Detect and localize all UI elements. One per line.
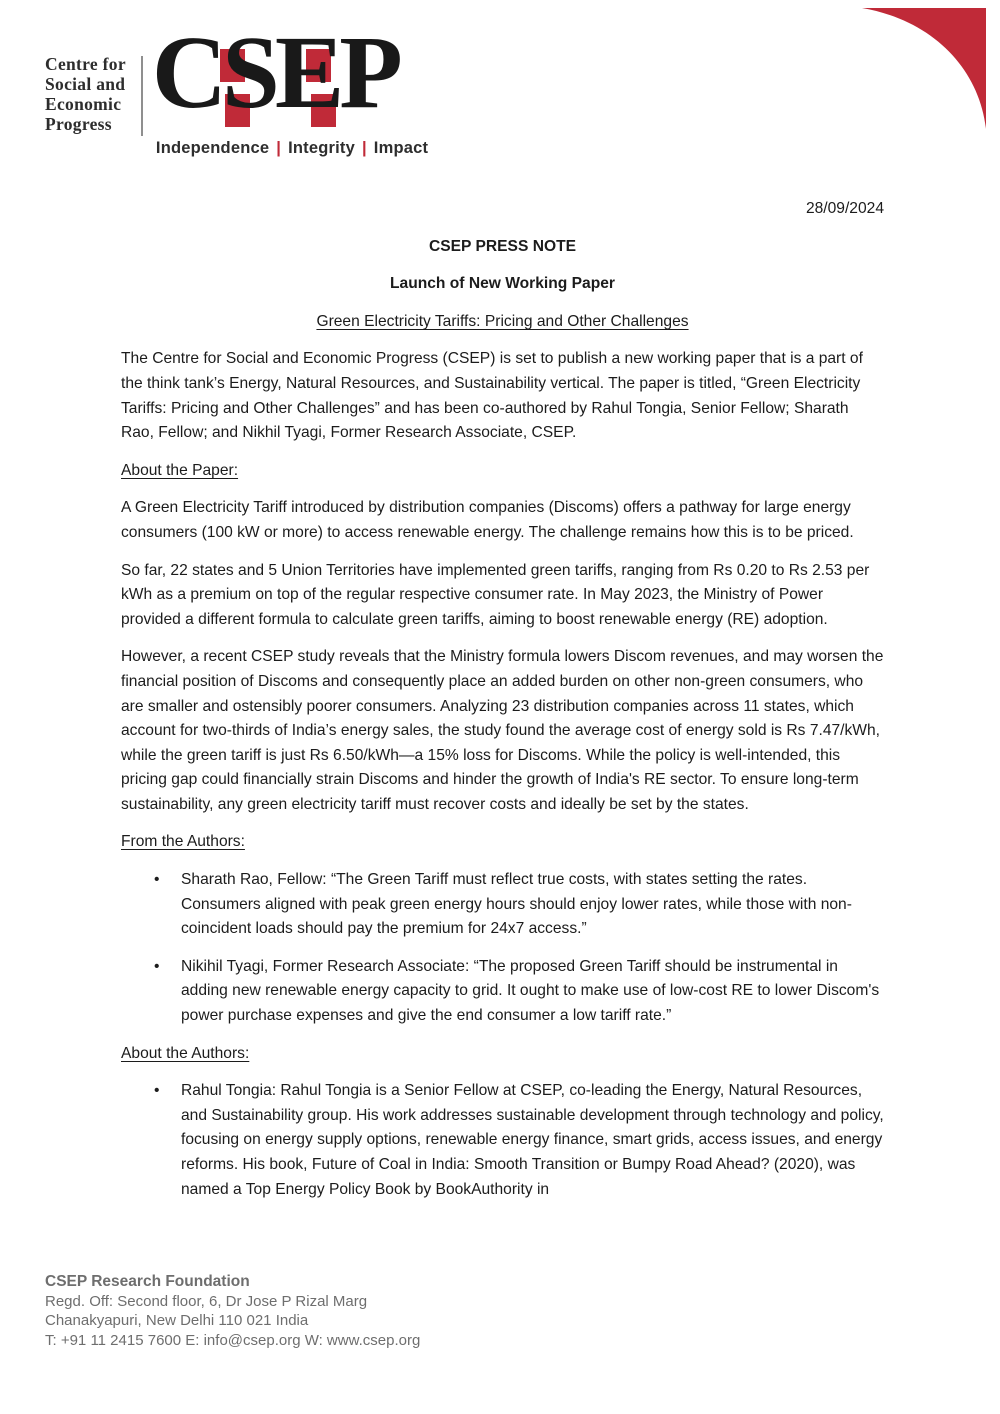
footer-address-line: Chanakyapuri, New Delhi 110 021 India bbox=[45, 1312, 309, 1329]
tagline-separator: | bbox=[276, 139, 282, 157]
footer-address-line: Regd. Off: Second floor, 6, Dr Jose P Rizal Marg bbox=[45, 1292, 368, 1310]
author-bio-item: • Rahul Tongia: Rahul Tongia is a Senior Fellow at CSEP, co-leading the Energy, Natural Resources, and Sustainability group. His work addresses sustainable development through technology and policy, focusing on energy supply options, renewable energy finance, smart grids, access issues, and energy reforms. His book, Future of Coal in India: Smooth Transition or Bumpy Road Ahead? (2020), was named a Top Energy Policy Book by BookAuthority in bbox=[121, 1079, 884, 1202]
from-authors-heading: From the Authors: bbox=[121, 833, 245, 851]
author-quotes-list bbox=[121, 868, 884, 1029]
author-quote-item: • Nikihil Tyagi, Former Research Associate: “The proposed Green Tariff should be instrumental in adding new renewable energy capacity to grid. It ought to make use of low-cost RE to lower Discom's power purchase expenses and give the end consumer a low tariff rate.” bbox=[121, 955, 884, 1029]
logo-org-line: Progress bbox=[45, 114, 112, 134]
states-paragraph: So far, 22 states and 5 Union Territories have implemented green tariffs, ranging from Rs 0.20 to Rs 2.53 per kWh as a premium on top of the regular respective consumer rate. In May 2023, the Ministry of Power provided a different formula to calculate green tariffs, aiming to boost renewable energy (RE) adoption. bbox=[121, 561, 870, 628]
logo-divider bbox=[141, 56, 143, 136]
about-paper-heading: About the Paper: bbox=[121, 461, 239, 479]
tagline-item: Independence bbox=[155, 139, 270, 157]
csep-wordmark bbox=[151, 15, 404, 130]
footer-contact-line: T: +91 11 2415 7600 E: info@csep.org W: www.csep.org bbox=[45, 1331, 421, 1349]
tagline-item: Integrity bbox=[288, 139, 355, 157]
csep-logo bbox=[45, 15, 429, 158]
logo-wordmark-column bbox=[151, 15, 429, 158]
launch-subtitle: Launch of New Working Paper bbox=[390, 275, 615, 293]
logo-org-name bbox=[45, 48, 126, 134]
document-date: 28/09/2024 bbox=[805, 200, 884, 217]
page-footer bbox=[45, 1272, 420, 1350]
logo-org-line: Economic bbox=[45, 94, 122, 114]
logo-org-line: Social and bbox=[45, 74, 126, 94]
intro-paragraph: The Centre for Social and Economic Progress (CSEP) is set to publish a new working paper that is a part of the think tank’s Energy, Natural Resources, and Sustainability vertical. The paper is titled, “Green Electricity Tariffs: Pricing and Other Challenges” and has been co-authored by Rahul Tongia, Senior Fellow; Sharath Rao, Fellow; and Nikhil Tyagi, Former Research Associate, CSEP. bbox=[121, 350, 863, 442]
study-paragraph: However, a recent CSEP study reveals that the Ministry formula lowers Discom revenues, and may worsen the financial position of Discoms and consequently place an added burden on other non-green consumers, who are smaller and ostensibly poorer consumers. Analyzing 23 distribution companies across 11 states, which account for two-thirds of India’s energy sales, the study found the average cost of energy sold is Rs 7.47/kWh, while the green tariff is just Rs 6.50/kWh—a 15% loss for Discoms. While the policy is well-intended, this pricing gap could financially strain Discoms and hinder the growth of India's RE sector. To ensure long-term sustainability, any green electricity tariff must recover costs and ideally be set by the states. bbox=[121, 648, 884, 813]
press-note-title: CSEP PRESS NOTE bbox=[428, 237, 577, 255]
footer-org-name: CSEP Research Foundation bbox=[45, 1273, 250, 1290]
logo-org-line: Centre for bbox=[45, 54, 126, 74]
red-corner-shape bbox=[862, 7, 986, 129]
paper-title: Green Electricity Tariffs: Pricing and Other Challenges bbox=[316, 312, 689, 330]
document-body bbox=[121, 197, 884, 1215]
about-authors-heading: About the Authors: bbox=[121, 1044, 250, 1062]
csep-wordmark-letters: CSEP bbox=[151, 15, 398, 130]
logo-tagline bbox=[156, 139, 428, 158]
tagline-item: Impact bbox=[373, 139, 429, 157]
green-tariff-paragraph: A Green Electricity Tariff introduced by distribution companies (Discoms) offers a pathway for large energy consumers (100 kW or more) to access renewable energy. The challenge remains how this is to be priced. bbox=[121, 499, 854, 541]
tagline-separator: | bbox=[361, 139, 367, 157]
author-quote-item: • Sharath Rao, Fellow: “The Green Tariff must reflect true costs, with states setting the rates. Consumers aligned with peak green energy hours should enjoy lower rates, while those with non-coincident loads should pay the premium for 24x7 access.” bbox=[121, 868, 884, 942]
author-bios-list bbox=[121, 1079, 884, 1202]
